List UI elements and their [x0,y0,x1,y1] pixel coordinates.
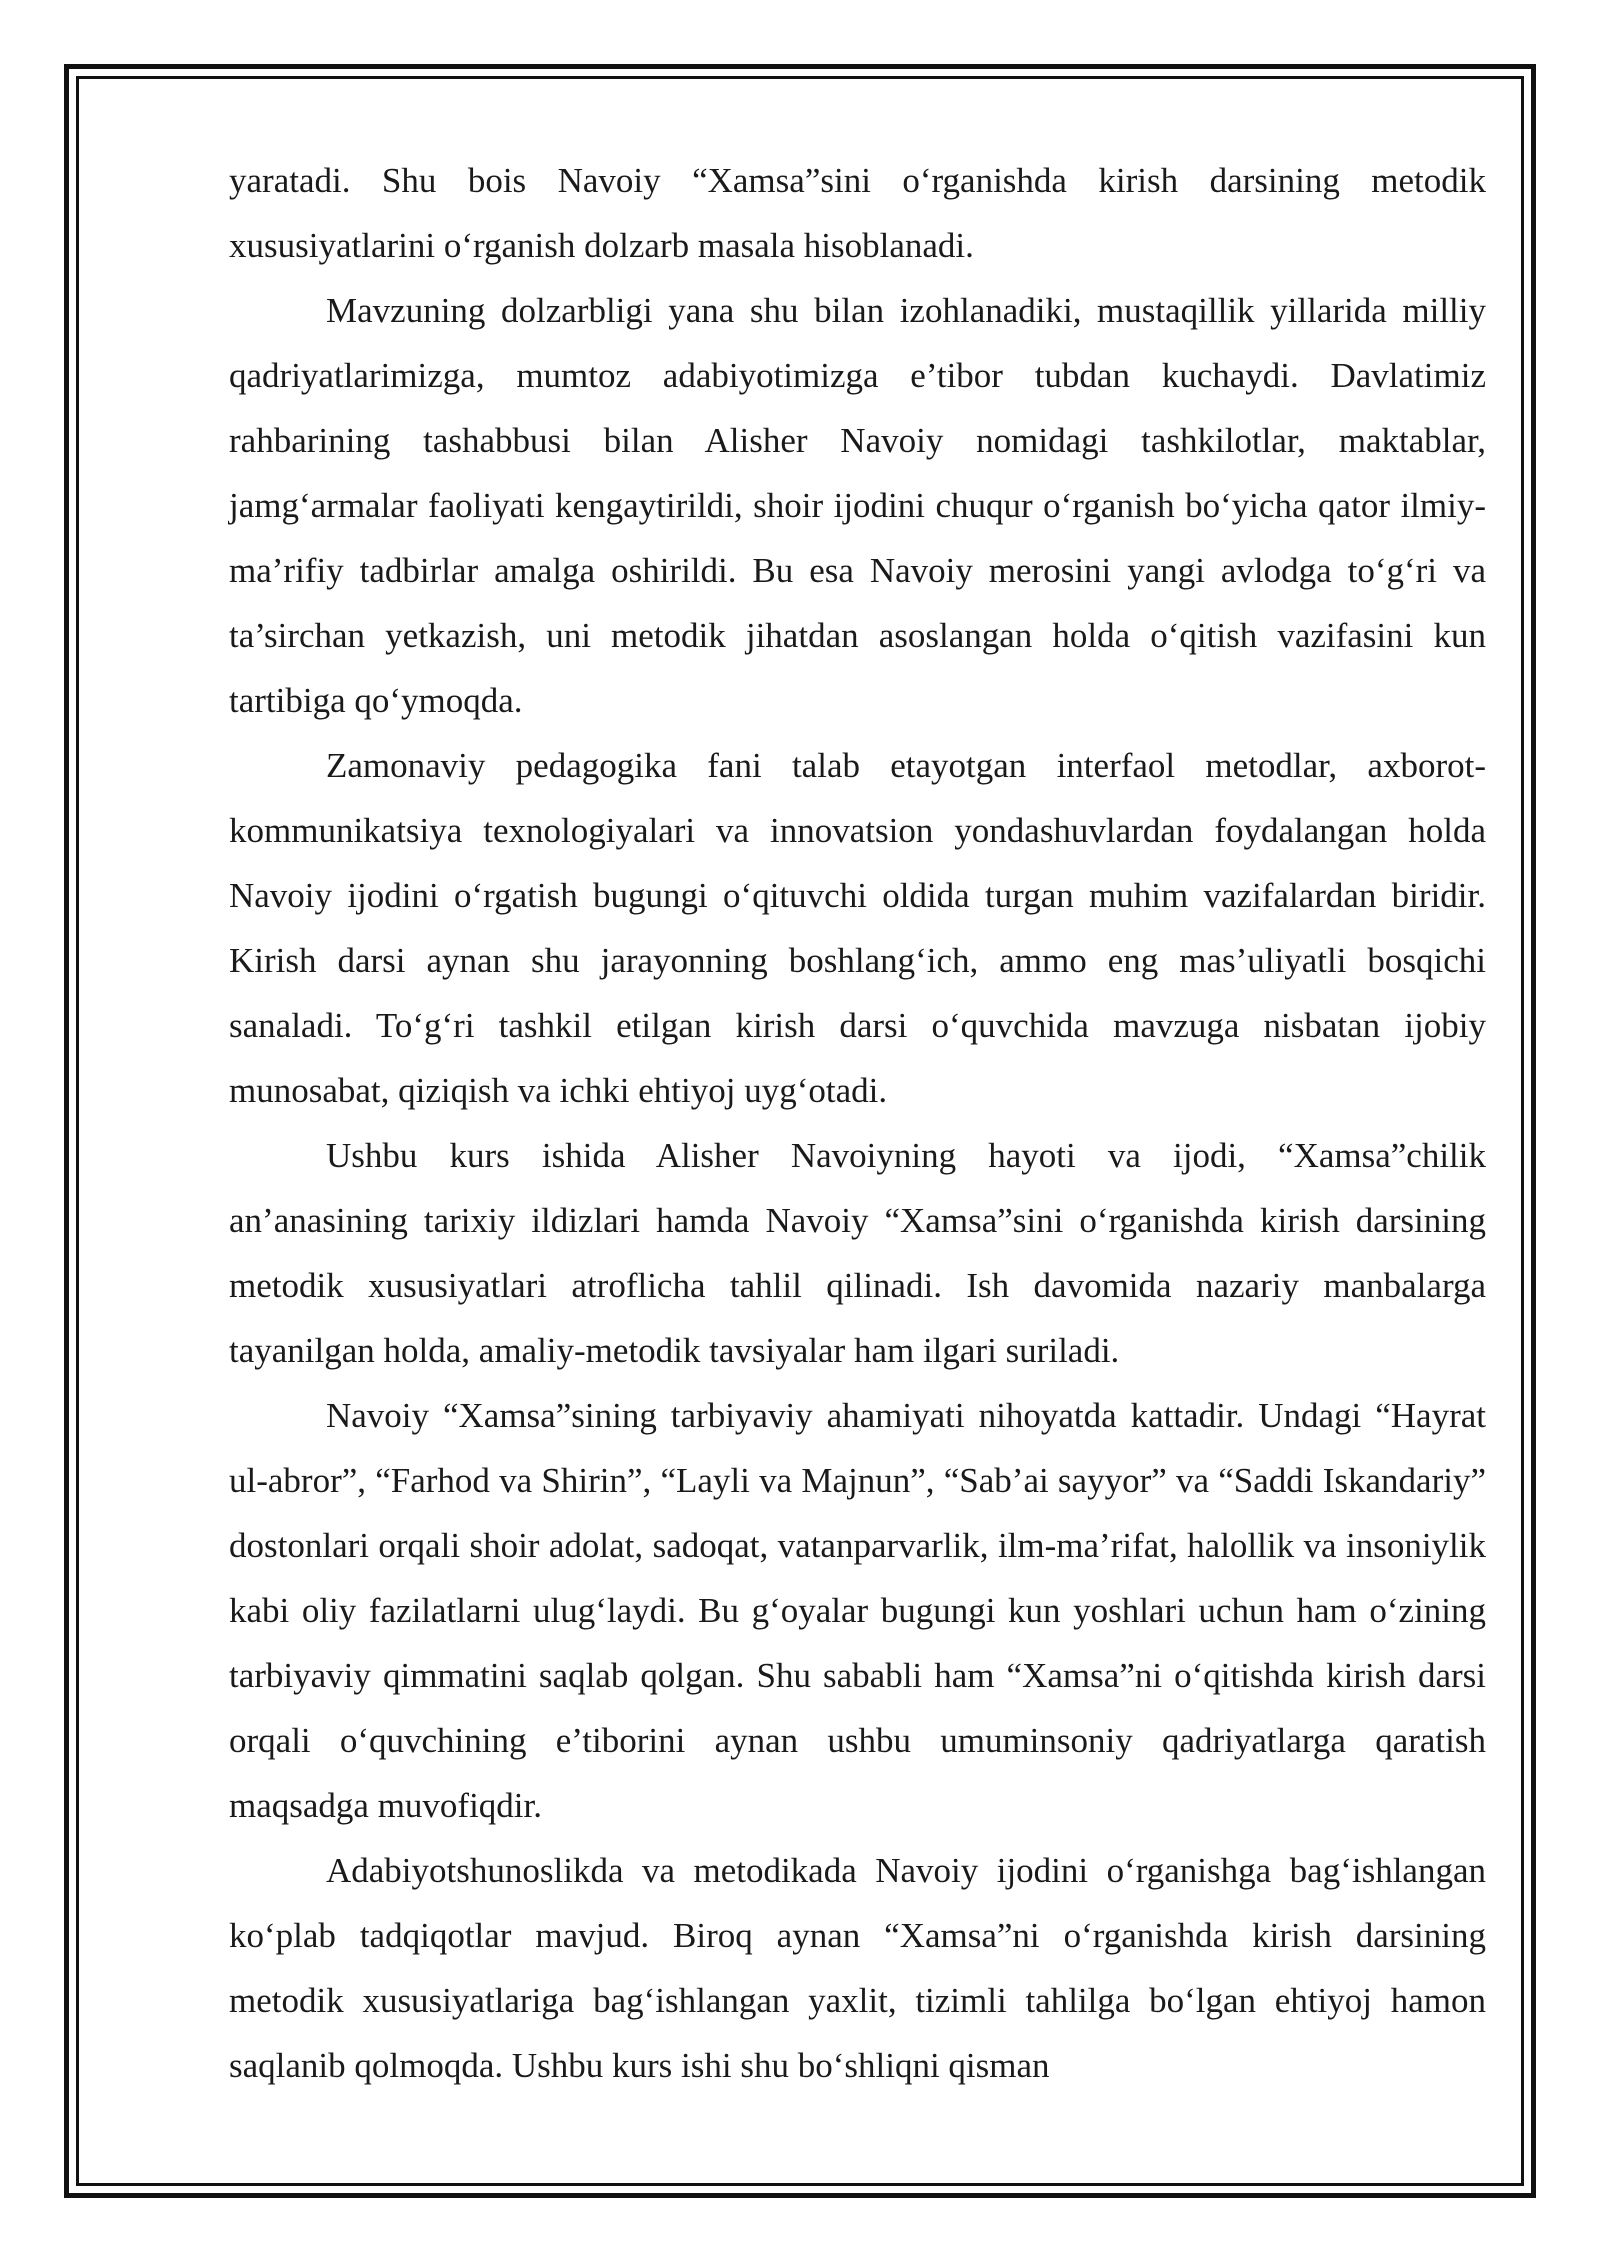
paragraph-relevance: Mavzuning dolzarbligi yana shu bilan izohlanadiki, mustaqillik yillarida milliy qadriyatlarimizga, mumtoz adabiyotimizga e’tibor tubdan kuchaydi. Davlatimiz rahbarining tashabbusi bilan Alisher Navoiy nomidagi tashkilotlar, maktablar, jamg‘armalar faoliyati kengaytirildi, shoir ijodini chuqur o‘rganish bo‘yicha qator ilmiy-ma’rifiy tadbirlar amalga oshirildi. Bu esa Navoiy merosini yangi avlodga to‘g‘ri va ta’sirchan yetkazish, uni metodik jihatdan asoslangan holda o‘qitish vazifasini kun tartibiga qo‘ymoqda. [229,291,1486,720]
paragraph-pedagogy: Zamonaviy pedagogika fani talab etayotgan interfaol metodlar, axborot-kommunikatsiya texnologiyalari va innovatsion yondashuvlardan foydalangan holda Navoiy ijodini o‘rgatish bugungi o‘qituvchi oldida turgan muhim vazifalardan biridir. Kirish darsi aynan shu jarayonning boshlang‘ich, ammo eng mas’uliyatli bosqichi sanaladi. To‘g‘ri tashkil etilgan kirish darsi o‘quvchida mavzuga nisbatan ijobiy munosabat, qiziqish va ichki ehtiyoj uyg‘otadi. [229,746,1486,1110]
paragraph-educational-value: Navoiy “Xamsa”sining tarbiyaviy ahamiyati nihoyatda kattadir. Undagi “Hayrat ul-abror”, “Farhod va Shirin”, “Layli va Majnun”, “Sab’ai sayyor” va “Saddi Iskandariy” dostonlari orqali shoir adolat, sadoqat, vatanparvarlik, ilm-ma’rifat, halollik va insoniylik kabi oliy fazilatlarni ulug‘laydi. Bu g‘oyalar bugungi kun yoshlari uchun ham o‘zining tarbiyaviy qimmatini saqlab qolgan. Shu sababli ham “Xamsa”ni o‘qitishda kirish darsi orqali o‘quvchining e’tiborini aynan ushbu umuminsoniy qadriyatlarga qaratish maqsadga muvofiqdir. [229,1396,1486,1825]
paragraph-research-gap: Adabiyotshunoslikda va metodikada Navoiy ijodini o‘rganishga bag‘ishlangan ko‘plab tadqiqotlar mavjud. Biroq aynan “Xamsa”ni o‘rganishda kirish darsining metodik xususiyatlariga bag‘ishlangan yaxlit, tizimli tahlilga bo‘lgan ehtiyoj hamon saqlanib qolmoqda. Ushbu kurs ishi shu bo‘shliqni qisman [229,1851,1486,2085]
paragraph-continuation: yaratadi. Shu bois Navoiy “Xamsa”sini o‘rganishda kirish darsining metodik xususiyatlarini o‘rganish dolzarb masala hisoblanadi. [229,161,1486,265]
paragraph-course-scope: Ushbu kurs ishida Alisher Navoiyning hayoti va ijodi, “Xamsa”chilik an’anasining tarixiy ildizlari hamda Navoiy “Xamsa”sini o‘rganishda kirish darsining metodik xususiyatlari atroflicha tahlil qilinadi. Ish davomida nazariy manbalarga tayanilgan holda, amaliy-metodik tavsiyalar ham ilgari suriladi. [229,1136,1486,1370]
document-body [229,148,1486,2098]
